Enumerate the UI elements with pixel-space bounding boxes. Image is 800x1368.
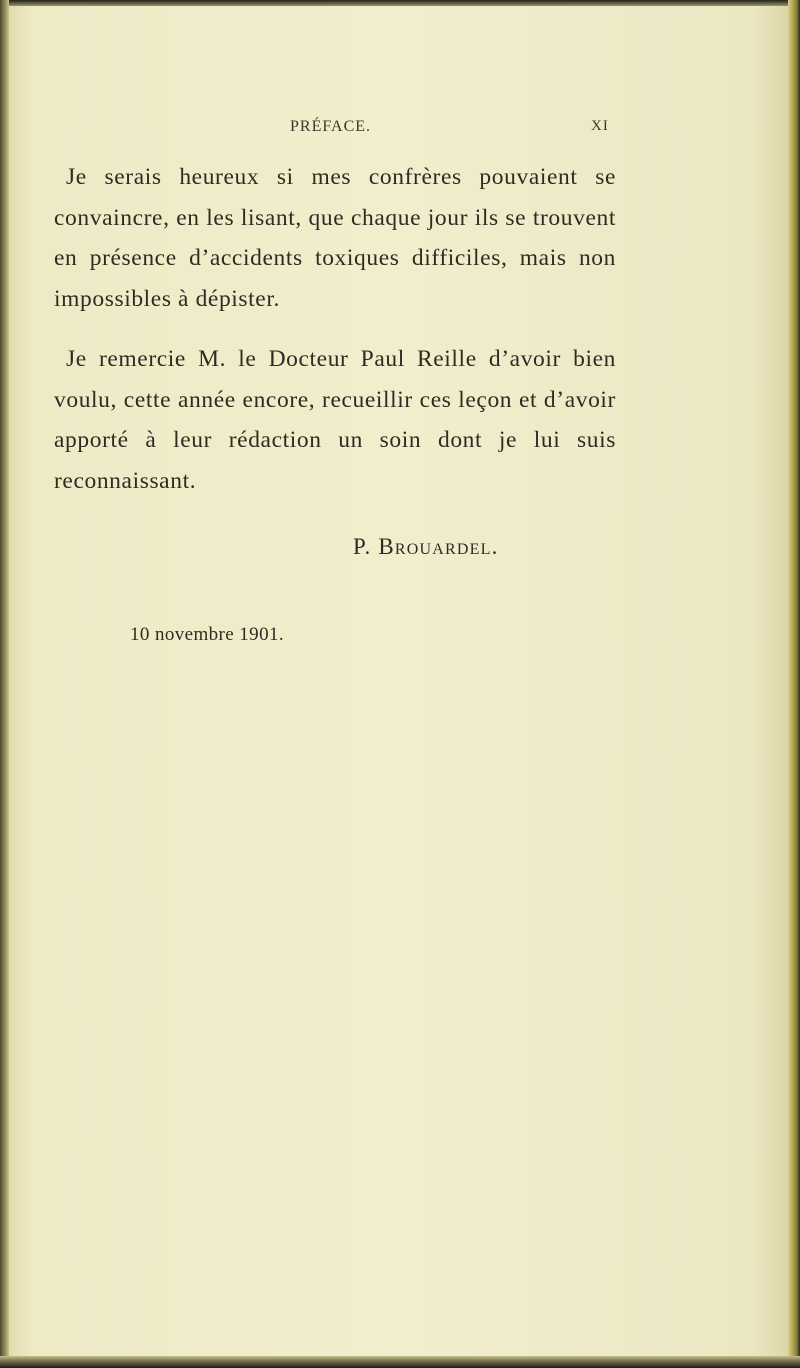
page-left-edge	[0, 0, 9, 1368]
running-head	[0, 118, 800, 140]
page-bottom-edge	[0, 1356, 800, 1368]
body-paragraph: Je serais heureux si mes confrères pouvaient se convaincre, en les lisant, que chaque jour ils se trouvent en présence d’accidents toxiques difficiles, mais non impossibles à dépister.	[54, 164, 616, 312]
date-line: 10 novembre 1901.	[130, 624, 285, 645]
page-top-edge	[0, 0, 800, 6]
page-number: XI	[591, 118, 609, 134]
page-right-edge	[788, 0, 800, 1368]
author-signature: P. Brouardel.	[353, 534, 499, 559]
running-title: PRÉFACE.	[290, 118, 372, 135]
body-paragraph: Je remercie M. le Docteur Paul Reille d’avoir bien voulu, cette année encore, recueillir ces leçon et d’avoir apporté à leur rédaction un soin dont je lui suis reconnaissant.	[54, 346, 616, 494]
